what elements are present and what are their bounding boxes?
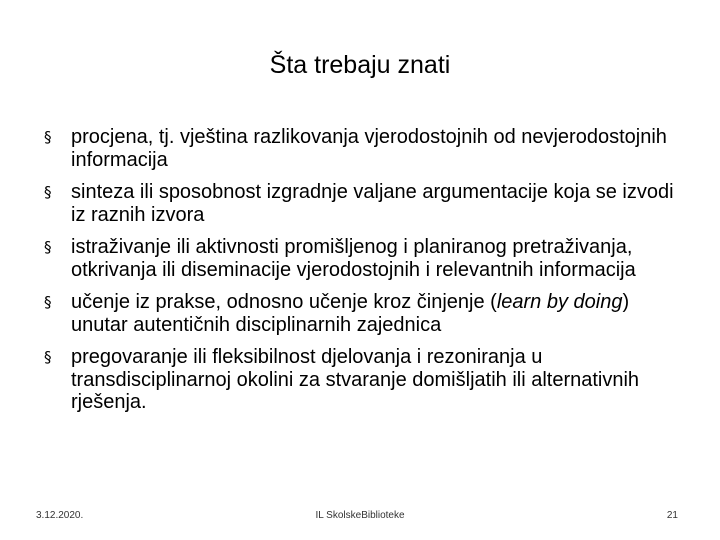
bullet-text: sinteza ili sposobnost izgradnje valjane argumentacije koja se izvodi iz raznih izvora <box>71 181 674 226</box>
bullet-text: procjena, tj. vještina razlikovanja vjerodostojnih od nevjerodostojnih informacija <box>71 126 667 171</box>
bullet-item-4 <box>44 291 684 336</box>
bullet-item-3 <box>44 236 684 281</box>
square-bullet-icon: § <box>44 238 52 256</box>
slide-title: Šta trebaju znati <box>269 51 451 79</box>
square-bullet-icon: § <box>44 293 52 311</box>
bullet-text-part: ) unutar autentičnih disciplinarnih zajednica <box>71 291 630 336</box>
bullet-item-2 <box>44 181 684 226</box>
bullet-text-part: učenje iz prakse, odnosno učenje kroz činjenje ( <box>71 291 497 313</box>
bullet-item-5 <box>44 346 684 414</box>
bullet-text: pregovaranje ili fleksibilnost djelovanja i rezoniranja u transdisciplinarnoj okolini za stvaranje domišljatih ili alternativnih rješenja. <box>71 346 640 413</box>
bullet-text: istraživanje ili aktivnosti promišljenog i planiranog pretraživanja, otkrivanja ili diseminacije vjerodostojnih i relevantnih informacija <box>71 236 636 281</box>
italic-phrase: learn by doing <box>496 291 623 313</box>
footer-date: 3.12.2020. <box>36 510 84 521</box>
square-bullet-icon: § <box>44 183 52 201</box>
bullet-text <box>71 291 684 336</box>
bullet-item-1 <box>44 126 684 171</box>
square-bullet-icon: § <box>44 128 52 146</box>
square-bullet-icon: § <box>44 348 52 366</box>
bullet-list <box>44 126 684 424</box>
footer-title: IL SkolskeBiblioteke <box>315 510 405 521</box>
slide-number: 21 <box>666 510 678 521</box>
